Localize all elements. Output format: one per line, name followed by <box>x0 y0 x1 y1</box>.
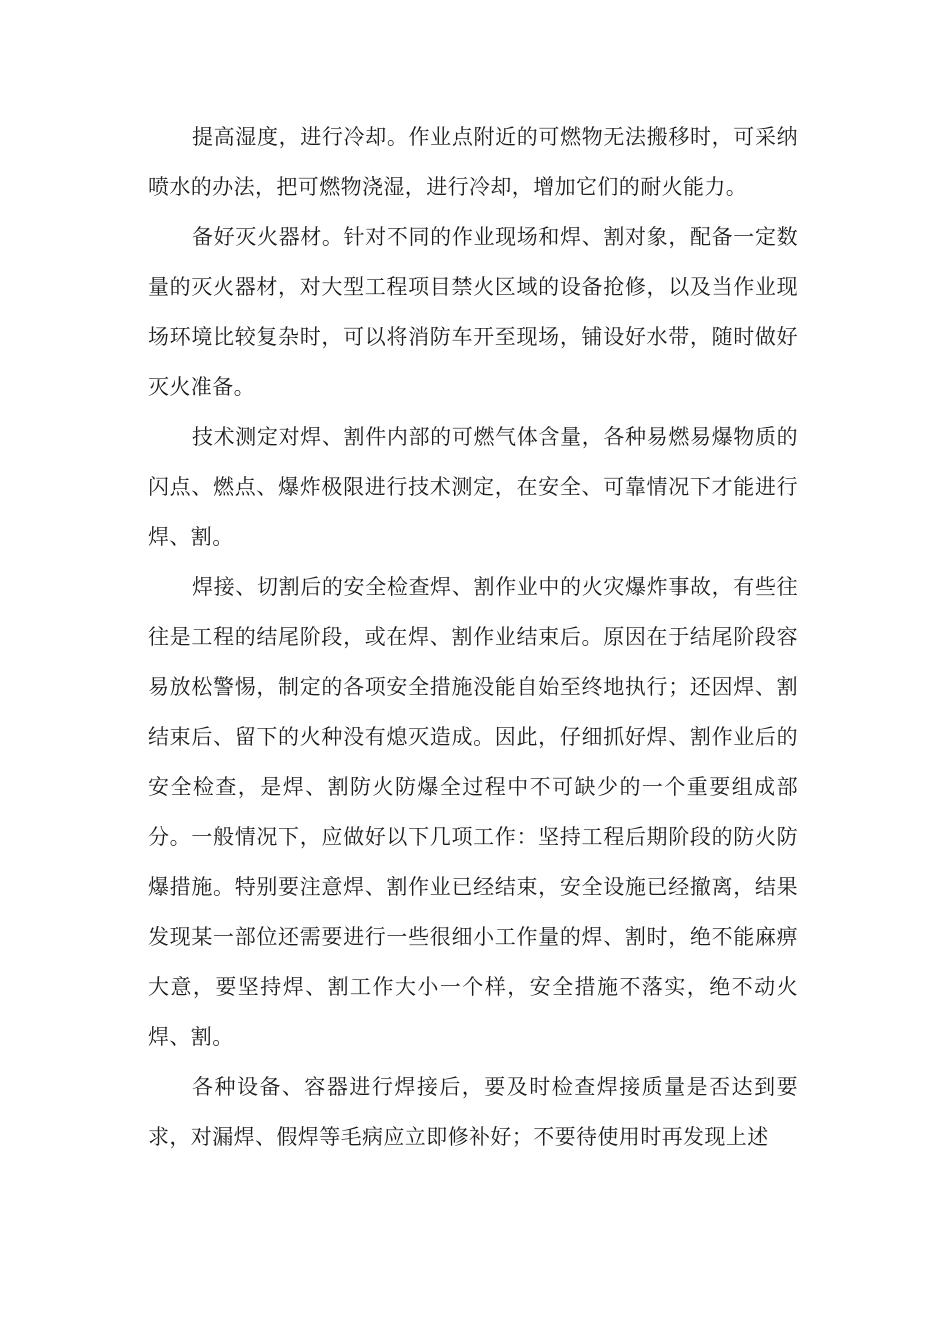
paragraph-fire-equipment: 备好灭火器材。针对不同的作业现场和焊、割对象，配备一定数量的灭火器材，对大型工程项目禁火区域的设备抢修，以及当作业现场环境比较复杂时，可以将消防车开至现场，铺设好水带，随时做好灭火准备。 <box>148 225 798 399</box>
paragraph-technical-measurement: 技术测定对焊、割件内部的可燃气体含量，各种易燃易爆物质的闪点、燃点、爆炸极限进行技术测定，在安全、可靠情况下才能进行焊、割。 <box>148 425 798 549</box>
paragraph-post-weld-inspection: 焊接、切割后的安全检查焊、割作业中的火灾爆炸事故，有些往往是工程的结尾阶段，或在焊、割作业结束后。原因在于结尾阶段容易放松警惕，制定的各项安全措施没能自始至终地执行；还因焊、割结束后、留下的火种没有熄灭造成。因此，仔细抓好焊、割作业后的安全检查，是焊、割防火防爆全过程中不可缺少的一个重要组成部分。一般情况下，应做好以下几项工作：坚持工程后期阶段的防火防爆措施。特别要注意焊、割作业已经结束，安全设施已经撤离，结果发现某一部位还需要进行一些很细小工作量的焊、割时，绝不能麻痹大意，要坚持焊、割工作大小一个样，安全措施不落实，绝不动火焊、割。 <box>148 575 798 1049</box>
paragraph-weld-quality-check: 各种设备、容器进行焊接后，要及时检查焊接质量是否达到要求，对漏焊、假焊等毛病应立即修补好；不要待使用时再发现上述 <box>148 1075 798 1149</box>
document-body <box>148 112 798 1162</box>
paragraph-humidity-cooling: 提高湿度，进行冷却。作业点附近的可燃物无法搬移时，可采纳喷水的办法，把可燃物浇湿，进行冷却，增加它们的耐火能力。 <box>148 125 798 199</box>
